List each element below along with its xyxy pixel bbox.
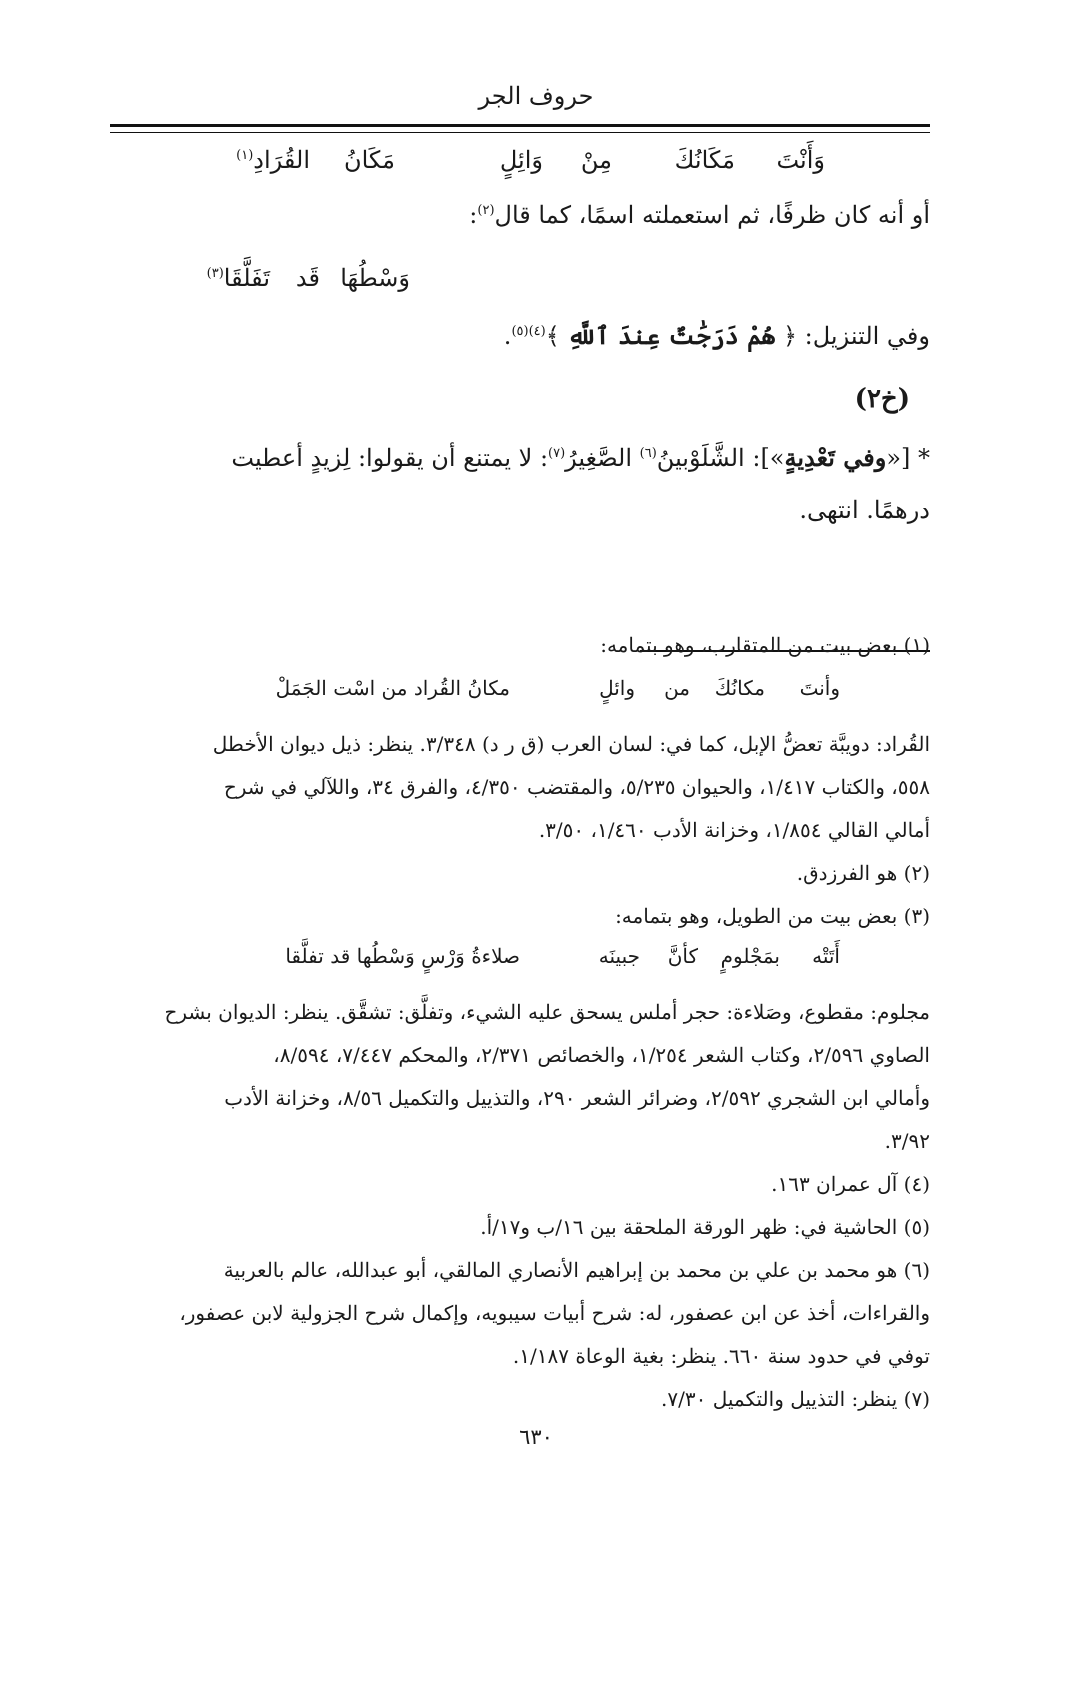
header-rule-thick — [110, 124, 930, 127]
footnote-3-line-2: الصاوي ٢/٥٩٦، وكتاب الشعر ١/٢٥٤، والخصائص ٢/٣٧١، والمحكم ٧/٤٤٧، ٨/٥٩٤، — [273, 1043, 930, 1067]
main-paragraph-3: * [«وفي تَعْدِيةٍ»]: الشَّلَوْبينُ$^{(٦)}$ الصَّغِيرُ$^{(٧)}$: لا يمتنع أن يقولوا: لِزيدٍ أعطيت — [231, 443, 930, 472]
verse-word: مِنْ — [580, 146, 612, 174]
footnote-2: (٢) هو الفرزدق. — [796, 861, 930, 885]
quran-quote: هُمْ دَرَجَٰتٌ عِندَ ٱللَّهِ — [567, 321, 776, 350]
footnote-1-intro: (١) بعض بيت من المتقارب، وهو بتمامه: — [600, 633, 930, 657]
footnote-3-verse — [110, 944, 930, 980]
verse-word: وائلٍ — [599, 676, 635, 700]
verse-word: وَأَنْتَ — [776, 146, 825, 174]
footnote-4: (٤) آل عمران ١٦٣. — [771, 1172, 930, 1196]
footnote-3-intro: (٣) بعض بيت من الطويل، وهو بتمامه: — [615, 904, 930, 928]
verse-hemistich: صلاءةُ وَرْسٍ وَسْطُها قد تفلَّقا — [285, 944, 520, 968]
footnote-6-line-1: (٦) هو محمد بن علي بن محمد بن إبراهيم الأنصاري المالقي، أبو عبدالله، عالم بالعربية — [223, 1258, 930, 1282]
running-header: حروف الجر — [478, 82, 594, 110]
footnote-1-line-1: القُراد: دويبَّة تعضُّ الإبل، كما في: لسان العرب (ق ر د) ٣/٣٤٨. ينظر: ذيل ديوان الأخطل — [212, 732, 930, 756]
verse-word: وَائِلٍ — [499, 146, 543, 174]
manuscript-heading: (خ٢) — [854, 384, 910, 414]
footnote-1-line-3: أمالي القالي ١/٨٥٤، وخزانة الأدب ١/٤٦٠، ٣/٥٠. — [538, 818, 930, 842]
verse-word: مَكَانُكَ — [674, 146, 735, 174]
footnote-ref[interactable]: (٧) — [548, 446, 566, 461]
footnote-ref[interactable]: (٣) — [206, 266, 224, 281]
footnote-6-line-2: والقراءات، أخذ عن ابن عصفور، له: شرح أبيات سيبويه، وإكمال شرح الجزولية لابن عصفور، — [179, 1301, 930, 1325]
footnote-3-line-3: وأمالي ابن الشجري ٢/٥٩٢، وضرائر الشعر ٢٩٠، والتذييل والتكميل ٨/٥٦، وخزانة الأدب — [224, 1086, 930, 1110]
verse-word: وَسْطُهَا — [340, 264, 410, 292]
verse-line-2 — [110, 264, 930, 304]
footnote-7: (٧) ينظر: التذييل والتكميل ٧/٣٠. — [661, 1387, 930, 1411]
verse-word: تَفَلَّقَا$^{(٣)}$ — [206, 264, 270, 292]
quran-bracket-close: ﴾ — [545, 322, 560, 350]
verse-word: كأنَّ — [667, 944, 698, 968]
verse-word: أَتَتْه — [812, 944, 840, 968]
main-paragraph-1: أو أنه كان ظرفًا، ثم استعملته اسمًا، كما قال$^{(٢)}$: — [469, 201, 930, 229]
verse-word: القُرَادِ$^{(١)}$ — [236, 146, 310, 174]
footnote-1-verse — [110, 676, 930, 712]
main-paragraph-2: وفي التنزيل: ﴿ هُمْ دَرَجَٰتٌ عِندَ ٱللَّهِ ﴾$^{(٤)(٥)}$. — [503, 321, 930, 350]
bold-lemma: وفي تَعْدِيةٍ — [784, 443, 887, 472]
verse-word: مَكَانُ — [343, 146, 395, 174]
main-paragraph-3-line-2: درهمًا. انتهى. — [799, 496, 930, 524]
verse-word: من — [664, 676, 690, 700]
verse-word: مكانُكَ — [714, 676, 765, 700]
footnote-3-line-1: مجلوم: مقطوع، وصَلاءة: حجر أملس يسحق عليه الشيء، وتفلَّق: تشقَّق. ينظر: الديوان بشرح — [164, 1000, 930, 1024]
verse-line-1 — [110, 146, 930, 186]
page-number: ٦٣٠ — [519, 1425, 553, 1449]
footnote-ref[interactable]: (٢) — [477, 203, 495, 218]
verse-word: بمَجْلومٍ — [720, 944, 780, 968]
footnote-3-line-4: ٣/٩٢. — [884, 1129, 930, 1153]
verse-word: جبينَه — [598, 944, 640, 968]
footnote-ref[interactable]: (٤)(٥) — [511, 324, 546, 339]
verse-hemistich: مكانُ القُراد من اسْت الجَمَلْ — [275, 676, 510, 700]
verse-word: وأنتَ — [799, 676, 840, 700]
footnote-5: (٥) الحاشية في: ظهر الورقة الملحقة بين ١٦/ب و١٧/أ. — [480, 1215, 930, 1239]
footnote-ref[interactable]: (٦) — [639, 446, 657, 461]
quran-bracket-open: ﴿ — [782, 322, 798, 350]
footnote-6-line-3: توفي في حدود سنة ٦٦٠. ينظر: بغية الوعاة ١/١٨٧. — [512, 1344, 930, 1368]
verse-word: قَد — [295, 264, 320, 292]
header-rule-thin — [110, 132, 930, 133]
footnote-ref[interactable]: (١) — [236, 148, 254, 163]
footnote-1-line-2: ٥٥٨، والكتاب ١/٤١٧، والحيوان ٥/٢٣٥، والمقتضب ٤/٣٥٠، والفرق ٣٤، واللآلي في شرح — [223, 775, 930, 799]
